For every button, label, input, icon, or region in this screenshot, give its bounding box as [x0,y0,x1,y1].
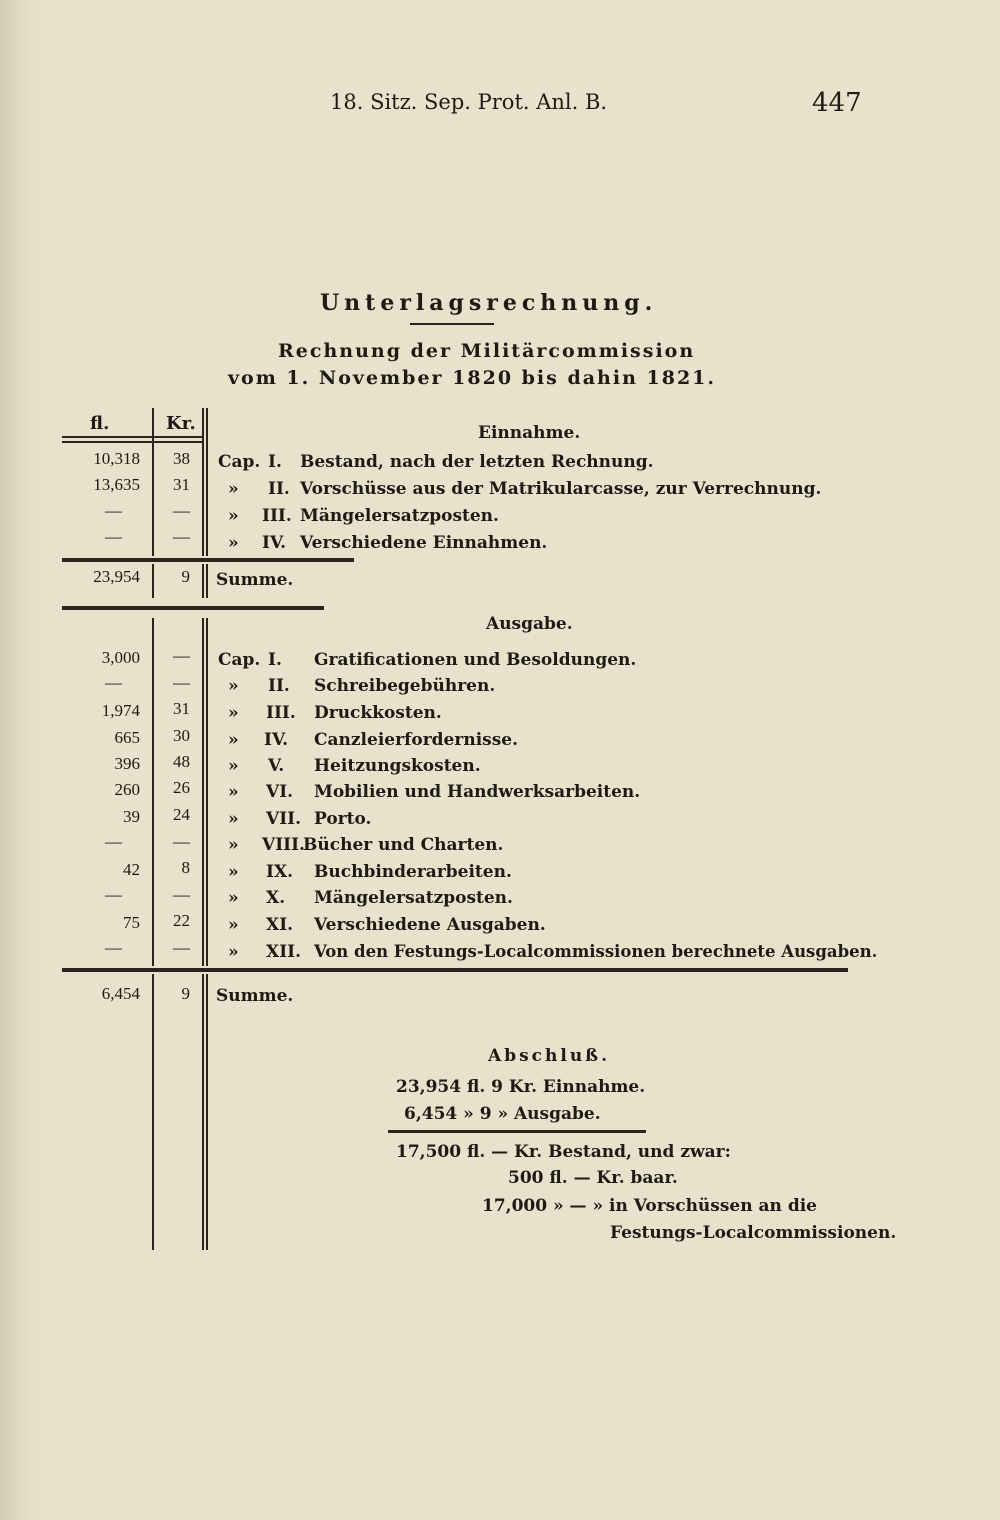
expense-row-2-kr: — [173,673,190,692]
document-subtitle-line1: Rechnung der Militärcommission [278,340,696,362]
document-subtitle-line2: vom 1. November 1820 bis dahin 1821. [228,367,717,389]
expense-row-9-cap: » [228,862,239,882]
income-row-1-kr: 38 [173,449,190,468]
expense-row-11-fl: 75 [123,913,140,932]
expense-row-3-roman: III. [266,703,296,723]
expense-row-10-cap: » [228,888,239,908]
conclusion-line-expense: 6,454 » 9 » Ausgabe. [404,1104,601,1124]
expense-sum-fl: 6,454 [101,984,140,1003]
expense-row-7-roman: VII. [266,809,302,829]
expense-rule-text [202,618,204,966]
expense-row-6-kr: 26 [173,778,190,797]
expense-row-7-text: Porto. [314,809,372,829]
expense-row-6-fl: 260 [114,780,140,799]
expense-row-4-fl: 665 [114,728,140,747]
expense-row-12-text: Von den Festungs-Localcommissionen berechnete Ausgaben. [314,942,878,961]
expense-row-10-kr: — [173,885,190,904]
expense-row-9-kr: 8 [181,858,190,877]
expense-row-4-kr: 30 [173,726,190,745]
column-rule-text [202,408,204,556]
expense-sum-label: Summe. [216,986,294,1006]
expense-row-12-kr: — [173,938,190,957]
expense-sum-kr: 9 [181,984,190,1003]
income-row-4-roman: IV. [262,533,287,553]
expense-row-2-text: Schreibegebühren. [314,676,496,696]
lower-rule-kr [152,974,154,1250]
income-row-4-cap: » [228,533,239,553]
expense-row-10-roman: X. [266,888,286,908]
income-row-1-cap: Cap. [218,452,261,472]
income-row-4-kr: — [173,527,190,546]
income-heading: Einnahme. [478,423,581,443]
income-row-1-fl: 10,318 [93,449,140,468]
expense-row-6-cap: » [228,782,239,802]
expense-sum-rule [62,968,848,972]
income-row-2-kr: 31 [173,475,190,494]
income-row-3-text: Mängelersatzposten. [300,506,499,526]
income-sum-kr: 9 [181,567,190,586]
expense-heading: Ausgabe. [486,614,573,634]
expense-row-4-roman: IV. [264,730,289,750]
expense-row-3-kr: 31 [173,699,190,718]
expense-row-12-cap: » [228,942,239,962]
expense-row-12-fl: — [105,938,122,957]
conclusion-line-income: 23,954 fl. 9 Kr. Einnahme. [396,1077,646,1097]
expense-row-4-text: Canzleierfordernisse. [314,730,519,750]
expense-row-6-roman: VI. [266,782,294,802]
expense-row-7-kr: 24 [173,805,190,824]
expense-row-5-cap: » [228,756,239,776]
expense-row-9-text: Buchbinderarbeiten. [314,862,512,882]
expense-row-2-cap: » [228,676,239,696]
expense-row-8-text: Bücher und Charten. [303,835,504,855]
expense-row-5-text: Heitzungskosten. [314,756,481,776]
expense-row-10-text: Mängelersatzposten. [314,888,513,908]
income-row-3-kr: — [173,501,190,520]
income-row-4-fl: — [105,527,122,546]
conclusion-heading: Abschluß. [488,1046,611,1066]
income-row-4-text: Verschiedene Einnahmen. [300,533,548,553]
income-row-2-text: Vorschüsse aus der Matrikularcasse, zur Verrechnung. [300,479,822,499]
expense-row-10-fl: — [105,885,122,904]
column-header-fl: fl. [90,413,110,434]
expense-row-1-fl: 3,000 [101,648,140,667]
expense-row-7-fl: 39 [123,807,140,826]
conclusion-line-balance: 17,500 fl. — Kr. Bestand, und zwar: [396,1142,731,1162]
expense-row-5-kr: 48 [173,752,190,771]
conclusion-line-cash: 500 fl. — Kr. baar. [508,1168,678,1188]
income-row-2-fl: 13,635 [93,475,140,494]
expense-row-2-roman: II. [268,676,290,696]
header-rule-bottom [62,441,202,443]
income-sum-label: Summe. [216,570,294,590]
expense-row-3-text: Druckkosten. [314,703,442,723]
column-rule-text-double [206,408,208,556]
lower-rule-text-double [206,974,208,1250]
income-row-3-cap: » [228,506,239,526]
expense-row-8-cap: » [228,835,239,855]
expense-row-5-roman: V. [268,756,285,776]
income-row-3-roman: III. [262,506,292,526]
income-row-2-roman: II. [268,479,290,499]
expense-row-11-roman: XI. [266,915,294,935]
title-rule [410,323,494,325]
income-row-3-fl: — [105,501,122,520]
expense-row-2-fl: — [105,673,122,692]
lower-rule-text [202,974,204,1250]
running-title: 18. Sitz. Sep. Prot. Anl. B. [330,90,608,114]
expense-rule-text-double [206,618,208,966]
expense-row-8-fl: — [105,832,122,851]
expense-row-8-roman: VIII. [262,835,305,855]
income-row-1-roman: I. [268,452,282,472]
expense-row-12-roman: XII. [266,942,302,962]
header-rule-top [62,436,202,438]
expense-row-4-cap: » [228,730,239,750]
income-sum-fl: 23,954 [93,567,140,586]
income-row-2-cap: » [228,479,239,499]
document-title: Unterlagsrechnung. [320,290,658,316]
expense-row-3-fl: 1,974 [101,701,140,720]
expense-row-7-cap: » [228,809,239,829]
sum-rule-text-double [206,564,208,598]
expense-row-6-text: Mobilien und Handwerksarbeiten. [314,782,641,802]
expense-row-8-kr: — [173,832,190,851]
expense-row-1-text: Gratificationen und Besoldungen. [314,650,637,670]
expense-row-9-roman: IX. [266,862,294,882]
expense-row-1-roman: I. [268,650,282,670]
income-sum-rule [62,558,354,562]
page-number: 447 [812,88,862,118]
income-row-1-text: Bestand, nach der letzten Rechnung. [300,452,654,472]
expense-row-1-cap: Cap. [218,650,261,670]
conclusion-line-commissions: Festungs-Localcommissionen. [610,1223,897,1243]
conclusion-rule [388,1130,646,1133]
section-divider [62,606,324,610]
expense-row-9-fl: 42 [123,860,140,879]
column-header-kr: Kr. [166,413,196,434]
expense-row-1-kr: — [173,646,190,665]
expense-row-3-cap: » [228,703,239,723]
conclusion-line-advances: 17,000 » — » in Vorschüssen an die [482,1196,817,1216]
expense-row-11-text: Verschiedene Ausgaben. [314,915,546,935]
expense-row-11-kr: 22 [173,911,190,930]
sum-rule-text [202,564,204,598]
expense-row-11-cap: » [228,915,239,935]
expense-row-5-fl: 396 [114,754,140,773]
